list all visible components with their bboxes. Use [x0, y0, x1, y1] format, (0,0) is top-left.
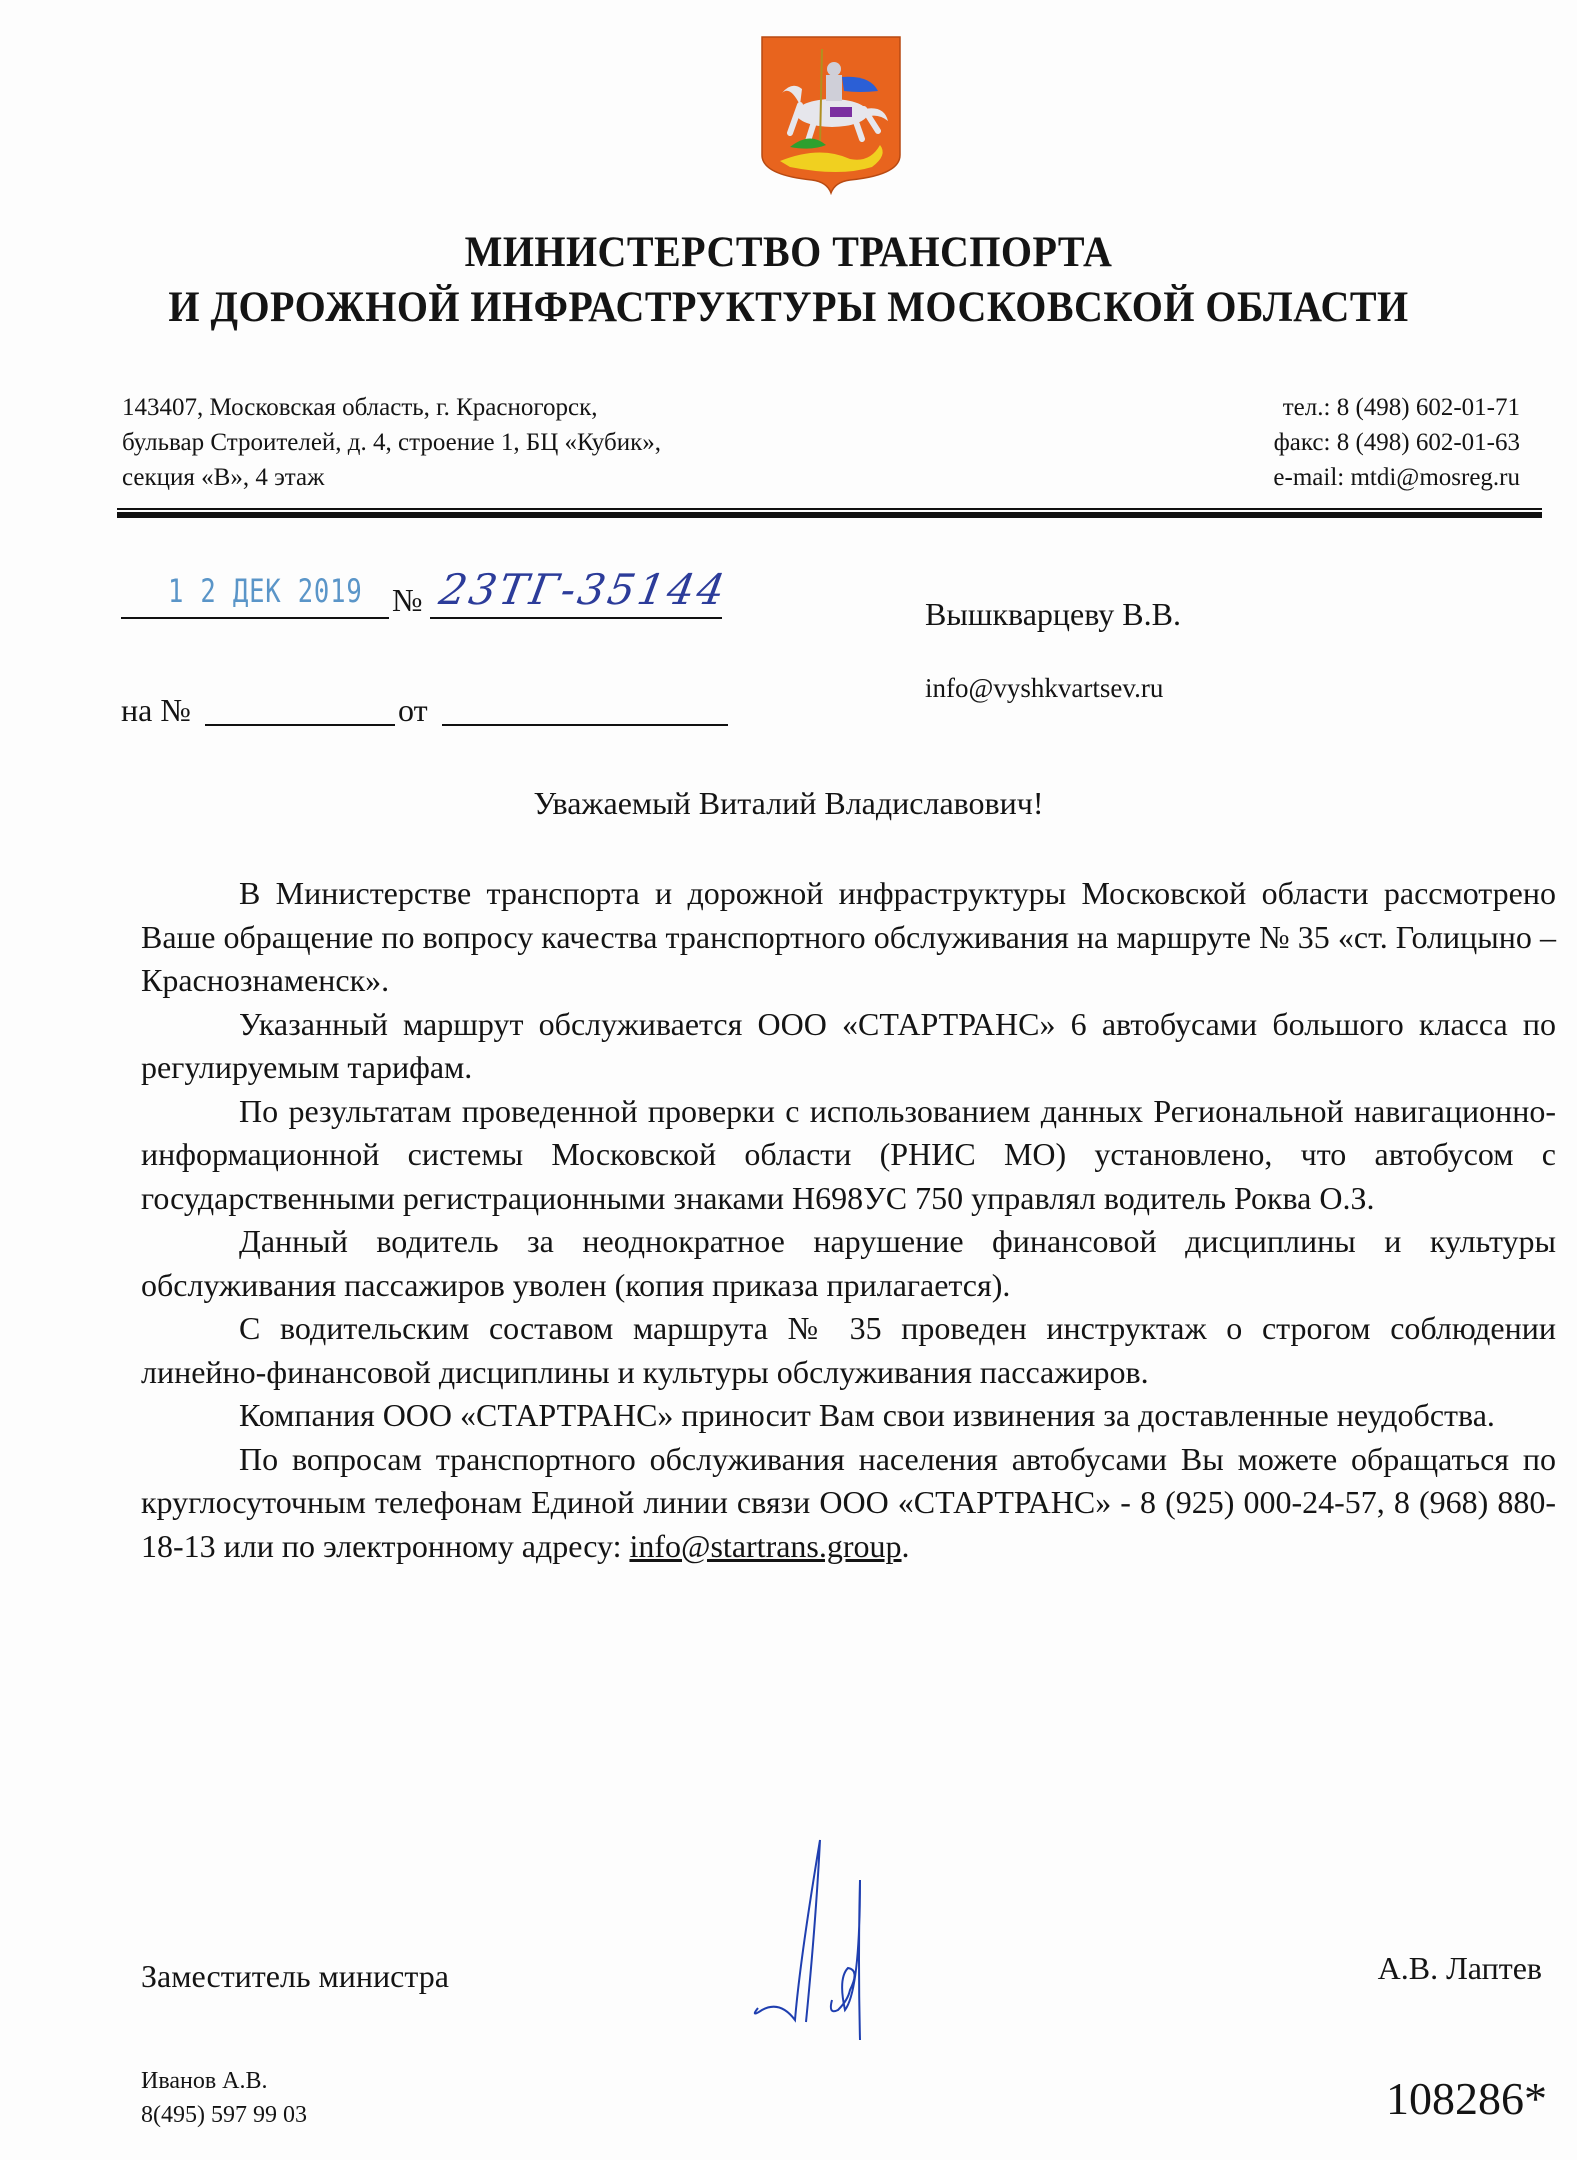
registration-number: 23ТГ-35144	[435, 565, 732, 614]
executor-name: Иванов А.В.	[141, 2068, 268, 2094]
body-paragraph: Указанный маршрут обслуживается ООО «СТАРТРАНС» 6 автобусами большого класса по регулируемым тарифам.	[141, 1005, 1556, 1085]
letter-body	[141, 872, 1556, 1568]
body-paragraph: В Министерстве транспорта и дорожной инфраструктуры Московской области рассмотрено Ваше обращение по вопросу качества транспортного обслуживания на маршруте № 35 «ст. Голицыно – Краснознаменск».	[141, 875, 1556, 998]
reference-number-label: на №	[121, 692, 191, 728]
header-divider-thin	[117, 508, 1542, 510]
signer-name: А.В. Лаптев	[1377, 1950, 1542, 1986]
reference-number-line	[205, 724, 395, 726]
period: .	[901, 1527, 910, 1564]
date-stamp: 1 2 ДЕК 2019	[168, 572, 363, 610]
signer-position: Заместитель министра	[141, 1958, 449, 1994]
startrans-email-link[interactable]: info@startrans.group	[629, 1527, 902, 1564]
reference-date-label: от	[398, 692, 428, 728]
ministry-contacts	[1273, 390, 1520, 495]
ministry-address	[122, 390, 661, 495]
body-paragraph: С водительским составом маршрута № 35 проведен инструктаж о строгом соблюдении линейно-финансовой дисциплины и культуры обслуживания пассажиров.	[141, 1310, 1556, 1390]
number-label: №	[392, 582, 423, 618]
header-divider-thick	[117, 512, 1542, 518]
body-paragraph: По результатам проведенной проверки с использованием данных Региональной навигационно-информационной системы Московской области (РНИС МО) установлено, что автобусом с государственными регистрационными знаками Н698УС 750 управлял водитель Роква О.З.	[141, 1092, 1556, 1216]
body-paragraph: Данный водитель за неоднократное нарушение финансовой дисциплины и культуры обслуживания пассажиров уволен (копия приказа прилагается).	[141, 1223, 1556, 1303]
reference-date-line	[442, 724, 728, 726]
fax: факс: 8 (498) 602-01-63	[1273, 429, 1520, 456]
executor-phone: 8(495) 597 99 03	[141, 2102, 307, 2128]
recipient-name: Вышкварцеву В.В.	[925, 596, 1181, 632]
recipient-email: info@vyshkvartsev.ru	[925, 673, 1164, 703]
date-field-line	[121, 617, 389, 619]
ministry-title-line-1: МИНИСТЕРСТВО ТРАНСПОРТА	[464, 229, 1113, 276]
ministry-title-line-2: И ДОРОЖНОЙ ИНФРАСТРУКТУРЫ МОСКОВСКОЙ ОБЛАСТИ	[168, 284, 1409, 331]
number-field-line	[430, 617, 722, 619]
salutation: Уважаемый Виталий Владиславович!	[533, 785, 1044, 821]
body-paragraph-contacts	[141, 1438, 1556, 1569]
body-paragraph: Компания ООО «СТАРТРАНС» приносит Вам свои извинения за доставленные неудобства.	[239, 1397, 1495, 1433]
contacts-text: По вопросам транспортного обслуживания населения автобусами Вы можете обращаться по круглосуточным телефонам Единой линии связи ООО «СТАРТРАНС» - 8 (925) 000-24-57, 8 (968) 880-18-13 или по электронному адресу:	[141, 1440, 1556, 1564]
address-line: бульвар Строителей, д. 4, строение 1, БЦ «Кубик»,	[122, 429, 661, 456]
document-code: 108286*	[1386, 2073, 1547, 2124]
handwritten-signature-icon	[740, 1800, 980, 2040]
address-line: секция «В», 4 этаж	[122, 464, 325, 491]
coat-of-arms-icon	[760, 35, 902, 195]
email: e-mail: mtdi@mosreg.ru	[1273, 464, 1520, 491]
address-line: 143407, Московская область, г. Красногорск,	[122, 394, 598, 421]
phone: тел.: 8 (498) 602-01-71	[1282, 394, 1520, 421]
